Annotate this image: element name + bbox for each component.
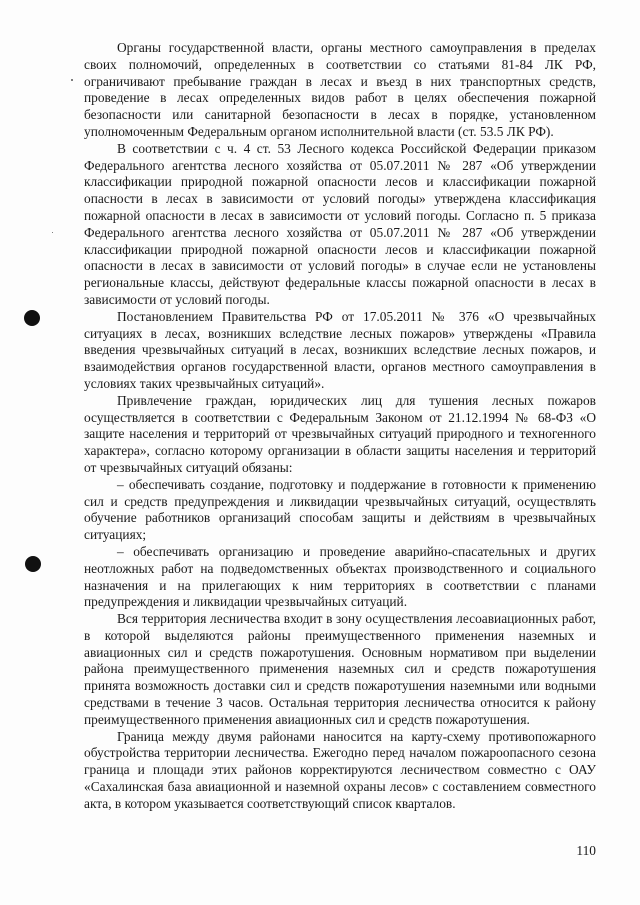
scan-speck: [71, 79, 73, 81]
document-body: [84, 40, 596, 813]
paragraph-aviation-zone: Вся территория лесничества входит в зону осуществления лесоавиационных работ, в которой выделяются районы преимущественного применения наземных и авиационных сил и средств пожаротушения. Основным нормативом при выделении района преимущественного применения наземных сил и средств пожаротушения принята возможность доставки сил и средств пожаротушения наземными или водными средствами в течение 3 часов. Остальная территория лесничества относится к району преимущественного применения авиационных сил и средств пожаротушения.: [84, 611, 596, 727]
scan-speck: [52, 232, 53, 233]
punch-hole: [25, 556, 41, 572]
paragraph-authorities-restrictions: Органы государственной власти, органы местного самоуправления в пределах своих полномочий, определенных в соответствии со статьями 81-84 ЛК РФ, ограничивают пребывание граждан в лесах и въезд в них транспортных средств, проведение в лесах определенных видов работ в целях обеспечения пожарной безопасности или санитарной безопасности в лесах в порядке, установленном уполномоченным Федеральным органом исполнительной власти (ст. 53.5 ЛК РФ).: [84, 40, 596, 139]
paragraph-citizens-involvement: Привлечение граждан, юридических лиц для тушения лесных пожаров осуществляется в соответствии с Федеральным Законом от 21.12.1994 № 68-ФЗ «О защите населения и территорий от чрезвычайных ситуаций природного и техногенного характера», согласно которому организации в области защиты населения и территорий от чрезвычайных ситуаций обязаны:: [84, 392, 596, 475]
paragraph-obligation-rescue-works: – обеспечивать организацию и проведение аварийно-спасательных и других неотложных работ на подведомственных объектах производственного и социального назначения и на прилегающих к ним территориях в соответствии с планами предупреждения и ликвидации чрезвычайных ситуаций.: [84, 543, 596, 610]
paragraph-district-boundary: Граница между двумя районами наносится на карту-схему противопожарного обустройства территории лесничества. Ежегодно перед началом пожароопасного сезона граница и площади этих районов корректируются лесничеством совместно с ОАУ «Сахалинская база авиационной и наземной охраны лесов» с составлением совместного акта, в котором указывается соответствующий список кварталов.: [84, 728, 596, 811]
paragraph-fire-classification: В соответствии с ч. 4 ст. 53 Лесного кодекса Российской Федерации приказом Федерального агентства лесного хозяйства от 05.07.2011 № 287 «Об утверждении классификации природной пожарной опасности лесов и классификации пожарной опасности в лесах в зависимости от условий погоды» утверждена классификация пожарной опасности в лесах в зависимости от условий погоды. Согласно п. 5 приказа Федерального агентства лесного хозяйства от 05.07.2011 № 287 «Об утверждении классификации природной пожарной опасности лесов и классификации пожарной опасности в лесах в зависимости от условий погоды» в случае если не установлены региональные классы, действуют федеральные классы пожарной опасности в лесах в зависимости от условий погоды.: [84, 140, 596, 307]
paragraph-emergency-rules: Постановлением Правительства РФ от 17.05.2011 № 376 «О чрезвычайных ситуациях в лесах, возникших вследствие лесных пожаров» утверждены «Правила введения чрезвычайных ситуаций в лесах, возникших вследствие лесных пожаров, и взаимодействия органов государственной власти, органов местного самоуправления в условиях таких чрезвычайных ситуаций».: [84, 308, 596, 391]
page-number: 110: [576, 843, 596, 858]
paragraph-obligation-preparedness: – обеспечивать создание, подготовку и поддержание в готовности к применению сил и средств предупреждения и ликвидации чрезвычайных ситуаций, осуществлять обучение работников организаций способам защиты и действиям в чрезвычайных ситуациях;: [84, 476, 596, 543]
punch-hole: [24, 310, 40, 326]
